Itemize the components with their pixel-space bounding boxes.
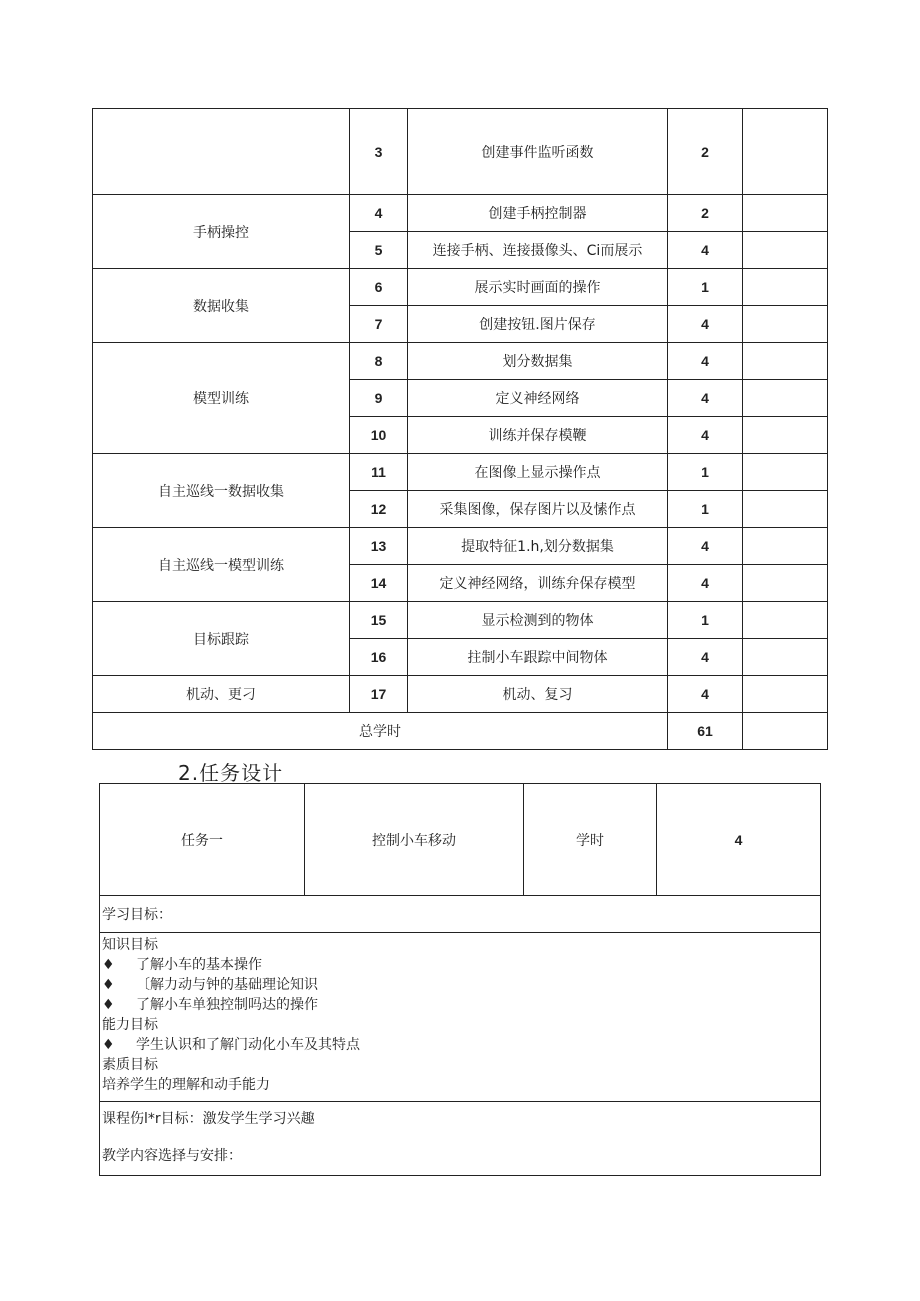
hours-label: 学时 xyxy=(524,784,657,896)
remarks-cell xyxy=(743,639,828,676)
ideology-and-content xyxy=(100,1102,821,1176)
task-hours: 4 xyxy=(668,417,743,454)
task-name: 控制小车移动 xyxy=(305,784,524,896)
task-content: 训练并保存模鞭 xyxy=(408,417,668,454)
module-name: 手柄操控 xyxy=(93,195,350,269)
task-label: 任务一 xyxy=(100,784,305,896)
remarks-cell xyxy=(743,565,828,602)
task-hours: 4 xyxy=(668,380,743,417)
total-hours: 61 xyxy=(668,713,743,750)
objectives-content xyxy=(100,933,821,1102)
knowledge-title: 知识目标 xyxy=(102,937,158,953)
task-content: 创建事件监听函数 xyxy=(408,109,668,195)
knowledge-item: 了解小车的基本操作 xyxy=(136,957,262,973)
remarks-cell xyxy=(743,713,828,750)
table-row xyxy=(93,454,828,491)
task-content: 定义神经网络 xyxy=(408,380,668,417)
task-number: 3 xyxy=(350,109,408,195)
task-number: 16 xyxy=(350,639,408,676)
task-content: 提取特征1.h,划分数据集 xyxy=(408,528,668,565)
task-content: 展示实时画面的操作 xyxy=(408,269,668,306)
task-content: 定义神经网络，训练弁保存模型 xyxy=(408,565,668,602)
task-number: 15 xyxy=(350,602,408,639)
module-name: 模型训练 xyxy=(93,343,350,454)
remarks-cell xyxy=(743,343,828,380)
bullet-icon: ♦ xyxy=(102,977,115,993)
task-hours: 4 xyxy=(668,343,743,380)
task-number: 10 xyxy=(350,417,408,454)
list-item xyxy=(102,1035,818,1055)
table-row xyxy=(93,676,828,713)
task-hours: 4 xyxy=(668,528,743,565)
task-hours: 1 xyxy=(668,602,743,639)
task-number: 9 xyxy=(350,380,408,417)
total-label: 总学时 xyxy=(93,713,668,750)
task-number: 7 xyxy=(350,306,408,343)
task-number: 4 xyxy=(350,195,408,232)
task-content: 采集图像，保存图片以及愫作点 xyxy=(408,491,668,528)
task-number: 11 xyxy=(350,454,408,491)
task-number: 13 xyxy=(350,528,408,565)
module-name: 自主巡线一数据收集 xyxy=(93,454,350,528)
remarks-cell xyxy=(743,195,828,232)
task-content: 连接手柄、连接摄像头、Ci而展示 xyxy=(408,232,668,269)
task-content: 显示检测到的物体 xyxy=(408,602,668,639)
table-row xyxy=(93,343,828,380)
table-row xyxy=(93,109,828,195)
task-hours: 1 xyxy=(668,454,743,491)
task-number: 12 xyxy=(350,491,408,528)
task-hours: 2 xyxy=(668,109,743,195)
remarks-cell xyxy=(743,417,828,454)
task-hours: 4 xyxy=(668,232,743,269)
quality-title: 素质目标 xyxy=(102,1057,158,1073)
task-design-table xyxy=(99,783,821,1176)
task-content: 创建手柄控制器 xyxy=(408,195,668,232)
remarks-cell xyxy=(743,306,828,343)
task-content: 机动、复习 xyxy=(408,676,668,713)
remarks-cell xyxy=(743,491,828,528)
task-number: 14 xyxy=(350,565,408,602)
list-item xyxy=(102,955,818,975)
quality-text: 培养学生的理解和动手能力 xyxy=(102,1077,270,1093)
remarks-cell xyxy=(743,380,828,417)
task-hours: 1 xyxy=(668,269,743,306)
ability-item: 学生认识和了解门动化小车及其特点 xyxy=(136,1037,360,1053)
task-number: 8 xyxy=(350,343,408,380)
list-item xyxy=(102,975,818,995)
list-item xyxy=(102,995,818,1015)
task-hours: 4 xyxy=(668,306,743,343)
task-hours: 4 xyxy=(668,639,743,676)
task-content: 拄制小车跟踪中间物体 xyxy=(408,639,668,676)
remarks-cell xyxy=(743,109,828,195)
module-name: 自主巡线一模型训练 xyxy=(93,528,350,602)
task-hours: 2 xyxy=(668,195,743,232)
total-row xyxy=(93,713,828,750)
bullet-icon: ♦ xyxy=(102,997,115,1013)
table-row xyxy=(93,195,828,232)
module-name: 机动、更刁 xyxy=(93,676,350,713)
ideology-label: 课程伤l*r目标：激发学生学习兴趣 xyxy=(102,1111,315,1127)
remarks-cell xyxy=(743,602,828,639)
task-number: 5 xyxy=(350,232,408,269)
task-content: 创建按钮.图片保存 xyxy=(408,306,668,343)
table-row xyxy=(93,269,828,306)
module-name: 数据收集 xyxy=(93,269,350,343)
objectives-label: 学习目标： xyxy=(100,896,821,933)
knowledge-item: 了解小车单独控制吗达的操作 xyxy=(136,997,318,1013)
task-number: 17 xyxy=(350,676,408,713)
section-heading: 2.任务设计 xyxy=(178,761,284,785)
module-name xyxy=(93,109,350,195)
hours-value: 4 xyxy=(657,784,821,896)
content-label: 教学内容选择与安排： xyxy=(102,1148,242,1164)
ability-title: 能力目标 xyxy=(102,1017,158,1033)
bullet-icon: ♦ xyxy=(102,957,115,973)
knowledge-item: 〔解力动与钟的基础理论知识 xyxy=(136,977,318,993)
bullet-icon: ♦ xyxy=(102,1037,115,1053)
module-name: 目标跟踪 xyxy=(93,602,350,676)
remarks-cell xyxy=(743,676,828,713)
remarks-cell xyxy=(743,232,828,269)
task-number: 6 xyxy=(350,269,408,306)
task-hours: 1 xyxy=(668,491,743,528)
table-row xyxy=(93,602,828,639)
course-schedule-table xyxy=(92,108,828,750)
task-content: 在图像上显示操作点 xyxy=(408,454,668,491)
remarks-cell xyxy=(743,528,828,565)
task-content: 划分数据集 xyxy=(408,343,668,380)
remarks-cell xyxy=(743,269,828,306)
task-hours: 4 xyxy=(668,565,743,602)
remarks-cell xyxy=(743,454,828,491)
task-hours: 4 xyxy=(668,676,743,713)
table-row xyxy=(93,528,828,565)
